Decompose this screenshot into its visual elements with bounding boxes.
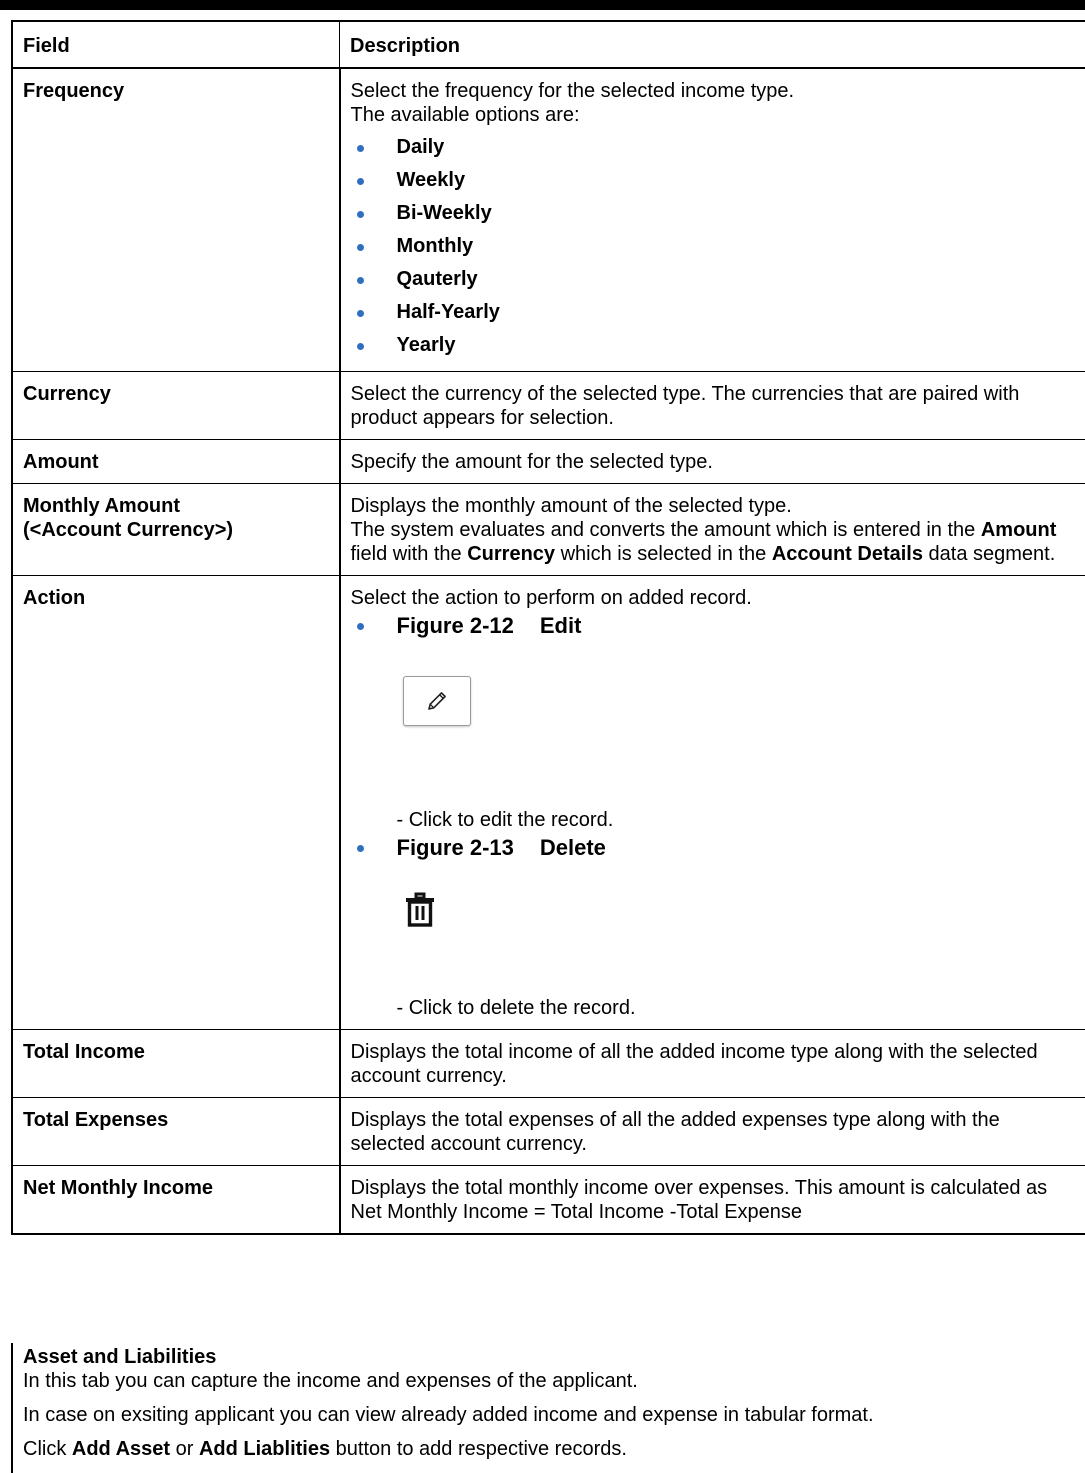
edit-instruction: - Click to edit the record. — [396, 809, 614, 831]
currency-term: Currency — [467, 543, 556, 565]
description-net-monthly-income — [340, 1166, 1085, 1235]
net-income-line1: Displays the total monthly income over expenses. This amount is calculated as — [350, 1177, 1048, 1199]
trash-icon[interactable] — [403, 892, 437, 928]
text-run: button to add respective records. — [330, 1438, 627, 1460]
figure-number: Figure 2-12 — [396, 613, 514, 638]
text-run: which is selected in the — [555, 543, 772, 565]
table-row-monthly-amount — [12, 484, 1085, 576]
option-half-yearly: Half-Yearly — [351, 296, 1077, 329]
top-rule — [0, 0, 1085, 10]
frequency-line1: Select the frequency for the selected income type. — [350, 80, 795, 102]
monthly-amount-line2 — [351, 518, 1077, 566]
table-row-total-income — [12, 1030, 1085, 1098]
frequency-options-list — [351, 131, 1077, 362]
monthly-amount-label: Monthly Amount — [23, 495, 181, 517]
action-intro: Select the action to perform on added record. — [350, 587, 752, 609]
section-line3 — [23, 1437, 1085, 1461]
net-income-formula: Net Monthly Income = Total Income -Total Expense — [350, 1201, 803, 1223]
header-field: Field — [12, 21, 340, 68]
pencil-icon — [425, 689, 449, 713]
account-details-term: Account Details — [771, 543, 923, 565]
description-action — [340, 576, 1085, 1030]
table-row-net-monthly-income — [12, 1166, 1085, 1235]
header-description: Description — [340, 21, 1085, 68]
field-amount: Amount — [12, 440, 340, 484]
section-heading: Asset and Liabilities — [23, 1346, 217, 1368]
monthly-amount-line1: Displays the monthly amount of the selected type. — [350, 495, 792, 517]
field-currency: Currency — [12, 372, 340, 440]
text-run: or — [170, 1438, 199, 1460]
table-row-currency — [12, 372, 1085, 440]
field-monthly-amount — [12, 484, 340, 576]
option-yearly: Yearly — [351, 329, 1077, 362]
field-total-income: Total Income — [12, 1030, 340, 1098]
description-total-income: Displays the total income of all the added income type along with the selected account currency. — [340, 1030, 1085, 1098]
table-row-amount — [12, 440, 1085, 484]
table-row-total-expenses — [12, 1098, 1085, 1166]
figure-number: Figure 2-13 — [396, 835, 514, 860]
add-liabilities-term: Add Liablities — [198, 1438, 331, 1460]
edit-button[interactable] — [403, 676, 471, 726]
delete-instruction: - Click to delete the record. — [396, 997, 636, 1019]
asset-liabilities-section — [11, 1343, 1085, 1473]
figure-title: Delete — [539, 835, 606, 860]
description-monthly-amount — [340, 484, 1085, 576]
table-header-row — [12, 21, 1085, 68]
account-currency-label: (<Account Currency>) — [23, 519, 234, 541]
field-net-monthly-income: Net Monthly Income — [12, 1166, 340, 1235]
option-bi-weekly: Bi-Weekly — [351, 197, 1077, 230]
table-row-action — [12, 576, 1085, 1030]
description-total-expenses: Displays the total expenses of all the added expenses type along with the selected account currency. — [340, 1098, 1085, 1166]
field-frequency: Frequency — [12, 68, 340, 372]
text-run: field with the — [350, 543, 468, 565]
figure-edit-caption — [351, 610, 1077, 642]
figure-title: Edit — [539, 613, 582, 638]
figure-delete-caption — [351, 832, 1077, 864]
table-row-frequency — [12, 68, 1085, 372]
description-frequency — [340, 68, 1085, 372]
text-run: The system evaluates and converts the amount which is entered in the — [350, 519, 981, 541]
option-monthly: Monthly — [351, 230, 1077, 263]
add-asset-term: Add Asset — [71, 1438, 171, 1460]
option-daily: Daily — [351, 131, 1077, 164]
section-line2: In case on exsiting applicant you can view already added income and expense in tabular format. — [23, 1404, 874, 1426]
text-run: Click — [23, 1438, 72, 1460]
field-description-table — [11, 20, 1085, 1235]
frequency-line2: The available options are: — [350, 104, 580, 126]
field-total-expenses: Total Expenses — [12, 1098, 340, 1166]
section-line1: In this tab you can capture the income and expenses of the applicant. — [23, 1370, 638, 1392]
option-weekly: Weekly — [351, 164, 1077, 197]
field-action: Action — [12, 576, 340, 1030]
description-currency: Select the currency of the selected type. The currencies that are paired with product appears for selection. — [340, 372, 1085, 440]
option-quarterly: Qauterly — [351, 263, 1077, 296]
description-amount: Specify the amount for the selected type. — [340, 440, 1085, 484]
text-run: data segment. — [922, 543, 1056, 565]
amount-term: Amount — [980, 519, 1057, 541]
